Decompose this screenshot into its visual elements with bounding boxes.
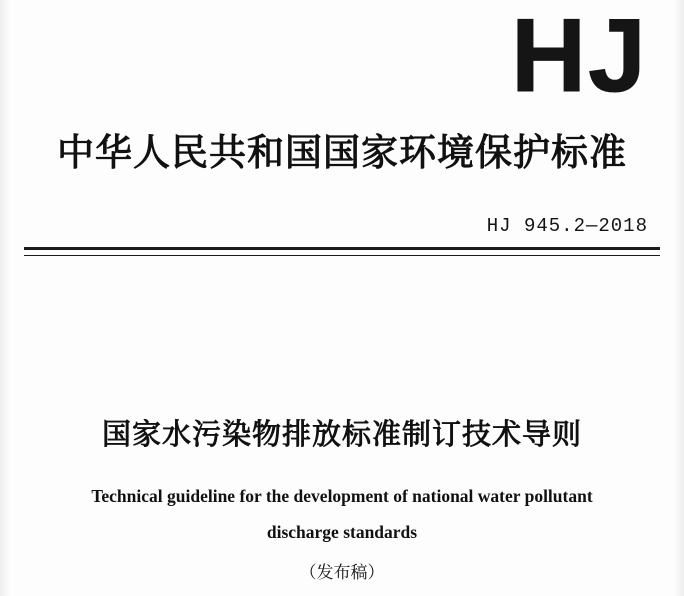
document-title-chinese: 国家水污染物排放标准制订技术导则: [101, 419, 582, 451]
page-left-edge-shadow: [0, 0, 10, 596]
document-title-english: [62, 478, 622, 550]
document-title-english-line1: Technical guideline for the development of national water pollutant: [91, 486, 593, 506]
hj-logo: HJ: [511, 0, 648, 114]
header-rule-thin: [24, 255, 660, 256]
document-status-note: （发布稿）: [299, 563, 385, 582]
standard-authority-heading: 中华人民共和国国家环境保护标准: [57, 132, 627, 173]
document-title-english-line2: discharge standards: [266, 522, 418, 542]
header-rule-thick: [24, 247, 660, 250]
page-right-edge-shadow: [674, 0, 684, 596]
standard-number: HJ 945.2—2018: [486, 215, 648, 237]
